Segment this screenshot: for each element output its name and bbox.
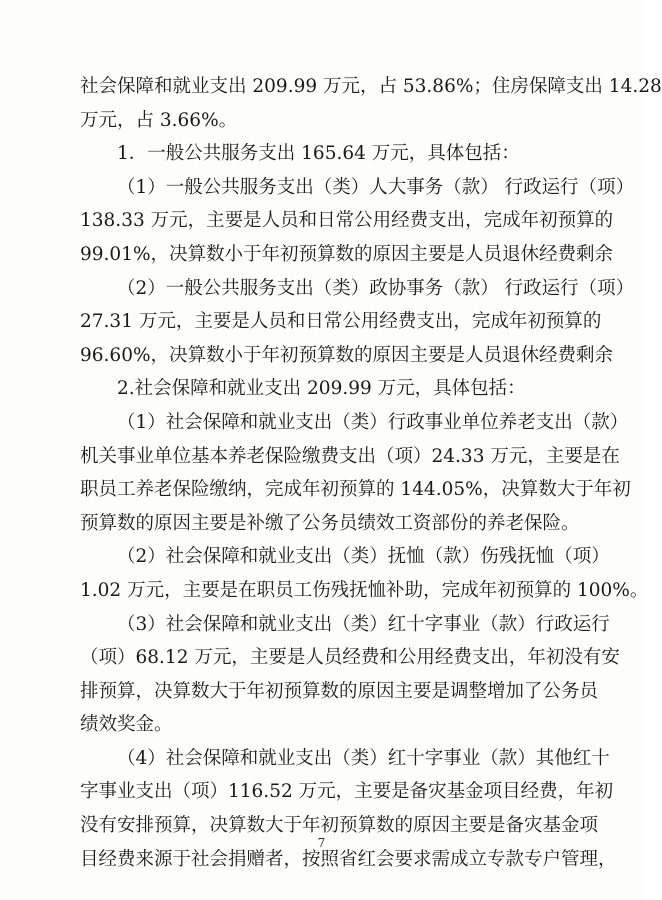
text-line-21: （4）社会保障和就业支出（类）红十字事业（款）其他红十 bbox=[117, 747, 610, 769]
text-line-17: （3）社会保障和就业支出（类）红十字事业（款）行政运行 bbox=[117, 613, 610, 635]
text-line-10: 2.社会保障和就业支出 209.99 万元，具体包括： bbox=[117, 378, 526, 400]
text-line-13: 职员工养老保险缴纳，完成年初预算的 144.05%，决算数大于年初 bbox=[80, 479, 631, 501]
text-line-1: 社会保障和就业支出 209.99 万元，占 53.86%；住房保障支出 14.28 bbox=[80, 76, 662, 97]
text-line-4: （1）一般公共服务支出（类）人大事务（款） 行政运行（项） bbox=[117, 176, 635, 198]
text-line-9: 96.60%，决算数小于年初预算数的原因主要是人员退休经费剩余 bbox=[80, 344, 614, 366]
body-text bbox=[80, 70, 662, 876]
text-line-14: 预算数的原因主要是补缴了公务员绩效工资部份的养老保险。 bbox=[80, 512, 580, 534]
text-line-15: （2）社会保障和就业支出（类）抚恤（款）伤残抚恤（项） bbox=[117, 546, 610, 568]
text-line-8: 27.31 万元，主要是人员和日常公用经费支出，完成年初预算的 bbox=[80, 311, 602, 333]
text-line-20: 绩效奖金。 bbox=[80, 714, 173, 736]
text-line-22: 字事业支出（项）116.52 万元，主要是备灾基金项目经费，年初 bbox=[80, 781, 614, 803]
text-line-7: （2）一般公共服务支出（类）政协事务（款） 行政运行（项） bbox=[117, 277, 635, 299]
text-line-19: 排预算，决算数大于年初预算数的原因主要是调整增加了公务员 bbox=[80, 680, 599, 702]
text-line-3: 1．一般公共服务支出 165.64 万元，具体包括： bbox=[117, 143, 520, 165]
text-line-12: 机关事业单位基本养老保险缴费支出（项）24.33 万元，主要是在 bbox=[80, 445, 620, 467]
text-line-24: 目经费来源于社会捐赠者，按照省红会要求需成立专款专户管理， bbox=[80, 848, 617, 870]
page-number: 7 bbox=[317, 836, 326, 850]
text-line-6: 99.01%，决算数小于年初预算数的原因主要是人员退休经费剩余 bbox=[80, 243, 614, 265]
text-line-2: 万元，占 3.66%。 bbox=[80, 109, 238, 131]
text-line-11: （1）社会保障和就业支出（类）行政事业单位养老支出（款） bbox=[117, 411, 629, 433]
text-line-5: 138.33 万元，主要是人员和日常公用经费支出，完成年初预算的 bbox=[80, 210, 614, 232]
text-line-23: 没有安排预算，决算数大于年初预算数的原因主要是备灾基金项 bbox=[80, 815, 599, 837]
text-line-18: （项）68.12 万元，主要是人员经费和公用经费支出，年初没有安 bbox=[80, 647, 620, 669]
text-line-16: 1.02 万元，主要是在职员工伤残抚恤补助，完成年初预算的 100%。 bbox=[80, 579, 649, 601]
